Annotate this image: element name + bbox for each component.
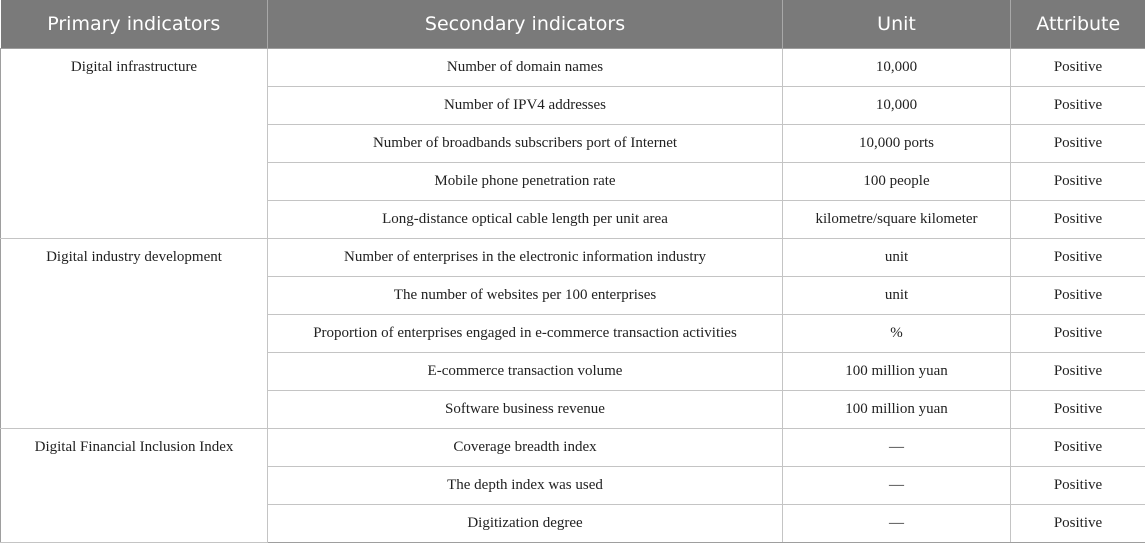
secondary-indicator-cell: Coverage breadth index <box>268 429 783 467</box>
attribute-cell: Positive <box>1011 49 1145 87</box>
secondary-indicator-cell: Proportion of enterprises engaged in e-commerce transaction activities <box>268 315 783 353</box>
attribute-cell: Positive <box>1011 277 1145 315</box>
attribute-cell: Positive <box>1011 125 1145 163</box>
unit-cell: % <box>783 315 1011 353</box>
table-body <box>1 49 1145 543</box>
primary-indicator-cell: Digital Financial Inclusion Index <box>1 429 268 543</box>
secondary-indicator-cell: The depth index was used <box>268 467 783 505</box>
attribute-cell: Positive <box>1011 429 1145 467</box>
unit-cell: 10,000 ports <box>783 125 1011 163</box>
secondary-indicator-cell: Number of domain names <box>268 49 783 87</box>
table-row <box>1 49 1145 87</box>
unit-cell: kilometre/square kilometer <box>783 201 1011 239</box>
attribute-cell: Positive <box>1011 239 1145 277</box>
unit-cell: 100 people <box>783 163 1011 201</box>
header-attribute: Attribute <box>1011 0 1145 49</box>
secondary-indicator-cell: Mobile phone penetration rate <box>268 163 783 201</box>
secondary-indicator-cell: Long-distance optical cable length per unit area <box>268 201 783 239</box>
header-row <box>1 0 1145 49</box>
table-row <box>1 239 1145 277</box>
header-unit: Unit <box>783 0 1011 49</box>
unit-cell: — <box>783 429 1011 467</box>
secondary-indicator-cell: Number of enterprises in the electronic information industry <box>268 239 783 277</box>
attribute-cell: Positive <box>1011 315 1145 353</box>
attribute-cell: Positive <box>1011 505 1145 543</box>
attribute-cell: Positive <box>1011 87 1145 125</box>
table-header <box>1 0 1145 49</box>
unit-cell: 10,000 <box>783 49 1011 87</box>
secondary-indicator-cell: Software business revenue <box>268 391 783 429</box>
header-secondary-indicators: Secondary indicators <box>268 0 783 49</box>
secondary-indicator-cell: Number of IPV4 addresses <box>268 87 783 125</box>
secondary-indicator-cell: The number of websites per 100 enterprises <box>268 277 783 315</box>
unit-cell: unit <box>783 277 1011 315</box>
unit-cell: 100 million yuan <box>783 353 1011 391</box>
primary-indicator-cell: Digital infrastructure <box>1 49 268 239</box>
unit-cell: — <box>783 467 1011 505</box>
attribute-cell: Positive <box>1011 353 1145 391</box>
attribute-cell: Positive <box>1011 163 1145 201</box>
secondary-indicator-cell: Digitization degree <box>268 505 783 543</box>
secondary-indicator-cell: Number of broadbands subscribers port of Internet <box>268 125 783 163</box>
attribute-cell: Positive <box>1011 391 1145 429</box>
unit-cell: 10,000 <box>783 87 1011 125</box>
table-row <box>1 429 1145 467</box>
unit-cell: — <box>783 505 1011 543</box>
attribute-cell: Positive <box>1011 201 1145 239</box>
primary-indicator-cell: Digital industry development <box>1 239 268 429</box>
unit-cell: unit <box>783 239 1011 277</box>
attribute-cell: Positive <box>1011 467 1145 505</box>
secondary-indicator-cell: E-commerce transaction volume <box>268 353 783 391</box>
header-primary-indicators: Primary indicators <box>1 0 268 49</box>
unit-cell: 100 million yuan <box>783 391 1011 429</box>
